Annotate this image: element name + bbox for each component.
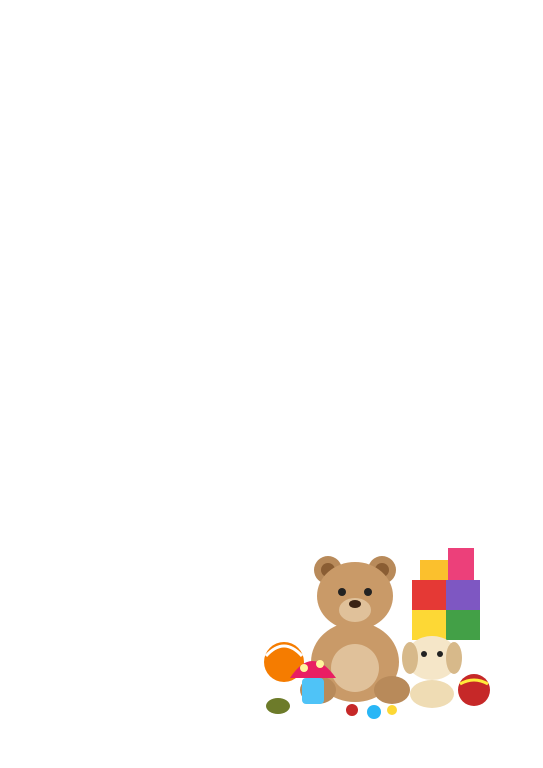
paragraph-karlson-riddles <box>66 50 475 70</box>
toys-illustration <box>262 540 494 720</box>
balloon-border-bottom <box>0 732 543 768</box>
blocks-icon <box>412 548 480 640</box>
document-body <box>66 50 475 103</box>
red-ball-icon <box>458 674 490 706</box>
balloon-border-left <box>0 0 36 768</box>
small-toys-icon <box>266 698 397 719</box>
balloon-border-right <box>507 0 543 768</box>
balloon-border-top <box>0 0 543 36</box>
dog-plush-icon <box>402 636 462 708</box>
